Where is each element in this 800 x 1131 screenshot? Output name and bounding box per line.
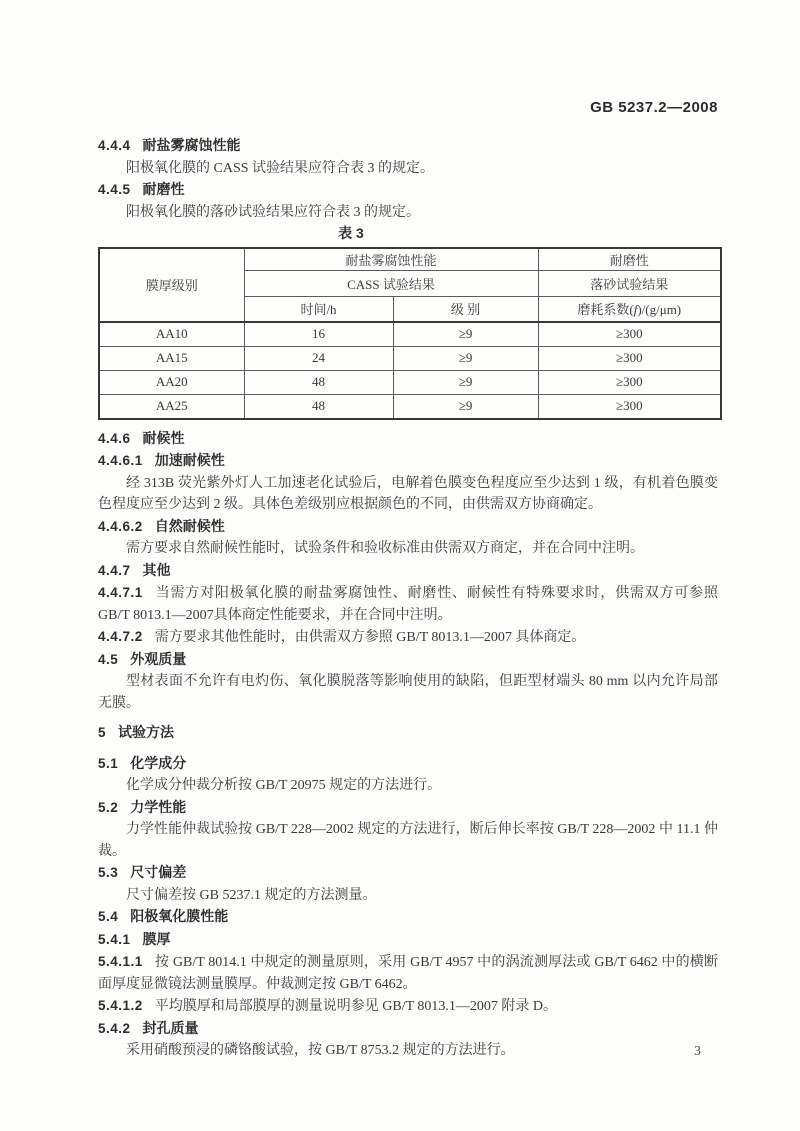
para-4-4-7-1 bbox=[98, 582, 718, 626]
clause-number: 5.4.1.1 bbox=[98, 954, 143, 969]
cell-wear: ≥300 bbox=[538, 322, 721, 347]
cell-grade: AA10 bbox=[99, 322, 244, 347]
table-header-wear-coefficient: 磨耗系数(f)/(g/μm) bbox=[538, 296, 721, 322]
clause-number: 4.4.4 bbox=[98, 138, 131, 153]
table-header-cass-result: CASS 试验结果 bbox=[244, 270, 538, 296]
clause-title: 尺寸偏差 bbox=[130, 864, 187, 880]
para-4-4-4: 阳极氧化膜的 CASS 试验结果应符合表 3 的规定。 bbox=[126, 160, 435, 176]
para-5-2: 力学性能仲裁试验按 GB/T 228—2002 规定的方法进行，断后伸长率按 GB/T 228—2002 中 11.1 仲裁。 bbox=[98, 822, 718, 859]
heading-5-4 bbox=[98, 906, 718, 929]
para-4-4-6-2: 需方要求自然耐候性能时，试验条件和验收标准由供需双方商定，并在合同中注明。 bbox=[126, 541, 644, 556]
clause-number: 5.4.2 bbox=[98, 1020, 131, 1036]
heading-5-4-2 bbox=[98, 1018, 718, 1041]
table-header-sand-result: 落砂试验结果 bbox=[538, 270, 721, 296]
clause-number: 4.4.5 bbox=[98, 182, 131, 197]
clause-number: 5.4.1.2 bbox=[98, 998, 143, 1013]
table-row bbox=[99, 370, 721, 394]
clause-title: 加速耐候性 bbox=[154, 452, 225, 468]
heading-5-2 bbox=[98, 797, 718, 820]
cell-level: ≥9 bbox=[393, 370, 538, 394]
clause-number: 4.4.6 bbox=[98, 430, 131, 446]
clause-title: 其他 bbox=[142, 561, 171, 578]
clause-number: 4.4.6.1 bbox=[98, 453, 143, 468]
table-header-level: 级 别 bbox=[393, 296, 538, 322]
table-header-grade: 膜厚级别 bbox=[99, 248, 244, 322]
clause-text: 需方要求其他性能时，由供需双方参照 GB/T 8013.1—2007 具体商定。 bbox=[154, 630, 586, 645]
table-3-caption: 表 3 bbox=[338, 225, 364, 241]
cell-wear: ≥300 bbox=[538, 370, 721, 394]
heading-4-4-6-2 bbox=[98, 516, 718, 539]
heading-4-4-6-1 bbox=[98, 450, 718, 473]
table-3 bbox=[98, 247, 722, 420]
clause-number: 4.4.7.2 bbox=[98, 629, 143, 644]
clause-number: 4.5 bbox=[98, 651, 119, 667]
clause-title: 化学成分 bbox=[130, 754, 187, 771]
clause-text: 按 GB/T 8014.1 中规定的测量原则，采用 GB/T 4957 中的涡流测厚法或 GB/T 6462 中的横断面厚度显微镜法测量膜厚。仲裁测定按 GB/T 6462。 bbox=[98, 955, 718, 992]
clause-title: 外观质量 bbox=[130, 650, 187, 667]
standard-number: GB 5237.2—2008 bbox=[590, 99, 718, 116]
table-row bbox=[99, 346, 721, 370]
cell-time: 48 bbox=[244, 370, 393, 394]
clause-text: 当需方对阳极氧化膜的耐盐雾腐蚀性、耐磨性、耐候性有特殊要求时，供需双方可参照 GB/T 8013.1—2007具体商定性能要求，并在合同中注明。 bbox=[98, 586, 718, 623]
cell-time: 24 bbox=[244, 346, 393, 370]
clause-number: 5.2 bbox=[98, 799, 119, 815]
para-4-4-6-1: 经 313B 荧光紫外灯人工加速老化试验后，电解着色膜变色程度应至少达到 1 级，有机着色膜变色程度应至少达到 2 级。具体色差级别应根据颜色的不同，由供需双方协商确定。 bbox=[98, 475, 718, 512]
clause-number: 5.1 bbox=[98, 755, 119, 771]
para-5-4-2: 采用硝酸预浸的磷铬酸试验，按 GB/T 8753.2 规定的方法进行。 bbox=[126, 1043, 515, 1058]
clause-number: 4.4.7 bbox=[98, 562, 131, 578]
clause-title: 耐候性 bbox=[142, 429, 185, 446]
cell-time: 16 bbox=[244, 322, 393, 347]
wear-symbol: f bbox=[633, 302, 638, 317]
page-number: 3 bbox=[694, 1044, 701, 1059]
cell-level: ≥9 bbox=[393, 346, 538, 370]
table-row bbox=[99, 394, 721, 419]
table-row bbox=[99, 322, 721, 347]
clause-title: 耐盐雾腐蚀性能 bbox=[142, 137, 241, 153]
heading-4-4-6 bbox=[98, 428, 718, 451]
clause-title: 自然耐候性 bbox=[154, 517, 225, 534]
table-header-corrosion-group: 耐盐雾腐蚀性能 bbox=[244, 248, 538, 271]
heading-4-4-7 bbox=[98, 560, 718, 583]
clause-title: 膜厚 bbox=[142, 930, 171, 947]
clause-text: 平均膜厚和局部膜厚的测量说明参见 GB/T 8013.1—2007 附录 D。 bbox=[154, 999, 558, 1014]
heading-5 bbox=[98, 722, 718, 745]
cell-grade: AA15 bbox=[99, 346, 244, 370]
heading-5-4-1 bbox=[98, 929, 718, 952]
table-header-time: 时间/h bbox=[244, 296, 393, 322]
clause-title: 力学性能 bbox=[130, 798, 187, 815]
para-4-4-5: 阳极氧化膜的落砂试验结果应符合表 3 的规定。 bbox=[126, 204, 420, 220]
heading-4-4-5 bbox=[98, 179, 718, 202]
para-5-3: 尺寸偏差按 GB 5237.1 规定的方法测量。 bbox=[126, 887, 377, 903]
clause-title: 阳极氧化膜性能 bbox=[130, 908, 229, 924]
heading-5-3 bbox=[98, 862, 718, 885]
clause-number: 5.4 bbox=[98, 909, 119, 924]
clause-number: 5.3 bbox=[98, 865, 119, 880]
heading-4-5 bbox=[98, 649, 718, 672]
cell-level: ≥9 bbox=[393, 322, 538, 347]
table-header-abrasion-group: 耐磨性 bbox=[538, 248, 721, 271]
cell-time: 48 bbox=[244, 394, 393, 419]
cell-wear: ≥300 bbox=[538, 346, 721, 370]
clause-number: 4.4.7.1 bbox=[98, 585, 143, 600]
cell-level: ≥9 bbox=[393, 394, 538, 419]
heading-4-4-4 bbox=[98, 135, 718, 158]
clause-title: 耐磨性 bbox=[142, 181, 185, 197]
document-body bbox=[98, 135, 718, 1062]
heading-5-1 bbox=[98, 753, 718, 776]
cell-grade: AA20 bbox=[99, 370, 244, 394]
clause-number: 5.4.1 bbox=[98, 931, 131, 947]
clause-number: 4.4.6.2 bbox=[98, 518, 143, 534]
para-5-4-1-2 bbox=[98, 995, 718, 1018]
para-4-4-7-2 bbox=[98, 626, 718, 649]
cell-grade: AA25 bbox=[99, 394, 244, 419]
para-5-4-1-1 bbox=[98, 951, 718, 995]
clause-number: 5 bbox=[98, 725, 107, 740]
para-4-5: 型材表面不允许有电灼伤、氧化膜脱落等影响使用的缺陷，但距型材端头 80 mm 以内允许局部无膜。 bbox=[98, 674, 718, 711]
clause-title: 试验方法 bbox=[118, 724, 175, 740]
cell-wear: ≥300 bbox=[538, 394, 721, 419]
clause-title: 封孔质量 bbox=[142, 1019, 199, 1036]
para-5-1: 化学成分仲裁分析按 GB/T 20975 规定的方法进行。 bbox=[126, 778, 442, 793]
